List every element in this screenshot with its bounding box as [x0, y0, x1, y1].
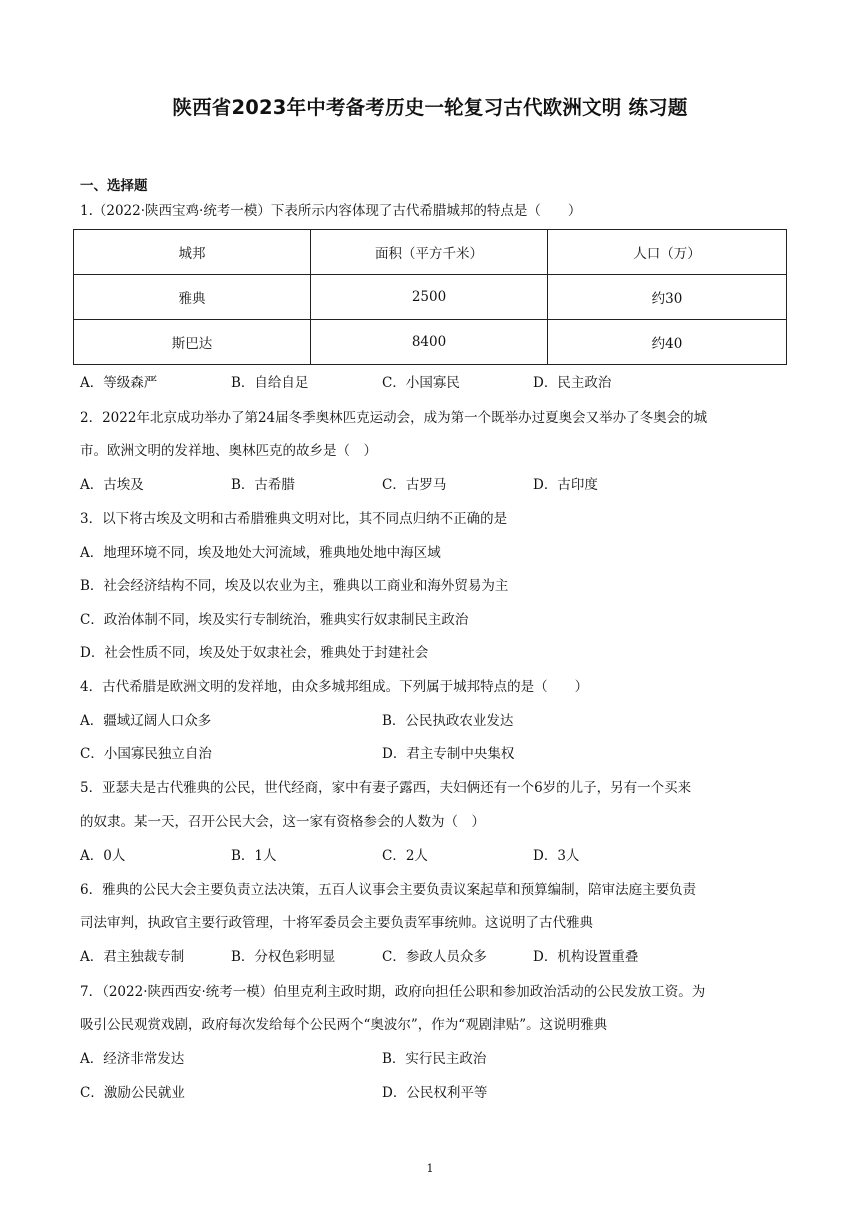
q5-stem-line1: 5．亚瑟夫是古代雅典的公民，世代经商，家中有妻子露西，夫妇俩还有一个6岁的儿子，另有一个买来 [80, 780, 692, 796]
q1-stem: 1.（2022·陕西宝鸡·统考一模）下表所示内容体现了古代希腊城邦的特点是（ ） [80, 203, 582, 219]
option-d: D．社会性质不同，埃及处于奴隶社会，雅典处于封建社会 [80, 645, 429, 661]
option-c: C．小国寡民独立自治 [80, 746, 212, 762]
table-header-cell: 城邦 [74, 230, 311, 275]
q2-stem-line1: 2．2022年北京成功举办了第24届冬季奥林匹克运动会，成为第一个既举办过夏奥会又举办了冬奥会的城 [80, 410, 708, 426]
table-header-row [74, 230, 787, 275]
option-b: B．1人 [231, 848, 277, 864]
page-title: 陕西省2023年中考备考历史一轮复习古代欧洲文明 练习题 [172, 96, 688, 119]
q5-options [80, 846, 780, 866]
q3-stem: 3．以下将古埃及文明和古希腊雅典文明对比，其不同点归纳不正确的是 [80, 511, 508, 527]
option-c: C．古罗马 [382, 477, 447, 493]
table-header-cell: 人口（万） [548, 230, 787, 275]
option-b: B．古希腊 [231, 477, 295, 493]
table-row [74, 320, 787, 365]
option-c: C．小国寡民 [382, 375, 460, 391]
section-heading: 一、选择题 [80, 178, 148, 194]
option-a: A．地理环境不同，埃及地处大河流域，雅典地处地中海区域 [80, 545, 441, 561]
city-state-table [73, 229, 787, 365]
q4-stem: 4．古代希腊是欧洲文明的发祥地，由众多城邦组成。下列属于城邦特点的是（ ） [80, 679, 589, 695]
option-d: D．3人 [533, 848, 580, 864]
option-d: D．古印度 [533, 477, 598, 493]
option-b: B．分权色彩明显 [231, 949, 336, 965]
option-a: A．等级森严 [80, 375, 158, 391]
table-cell: 8400 [311, 320, 548, 365]
table-row [74, 275, 787, 320]
option-a: A．古埃及 [80, 477, 144, 493]
q1-options [80, 373, 780, 393]
option-d: D．公民权利平等 [382, 1085, 488, 1101]
q2-options [80, 475, 780, 495]
option-d: D．机构设置重叠 [533, 949, 639, 965]
q4-options-row2 [80, 744, 780, 764]
table-cell: 约30 [548, 275, 787, 320]
q4-options-row1 [80, 711, 780, 731]
option-c: C．激励公民就业 [80, 1085, 185, 1101]
q6-stem-line1: 6．雅典的公民大会主要负责立法决策，五百人议事会主要负责议案起草和预算编制，陪审法庭主要负责 [80, 882, 697, 898]
option-b: B．社会经济结构不同，埃及以农业为主，雅典以工商业和海外贸易为主 [80, 578, 509, 594]
table-header-cell: 面积（平方千米） [311, 230, 548, 275]
q6-options [80, 947, 780, 967]
q6-stem-line2: 司法审判，执政官主要行政管理，十将军委员会主要负责军事统帅。这说明了古代雅典 [80, 915, 593, 931]
option-a: A．疆域辽阔人口众多 [80, 713, 212, 729]
page-number: 1 [426, 1162, 434, 1175]
option-a: A．0人 [80, 848, 126, 864]
option-a: A．君主独裁专制 [80, 949, 185, 965]
option-a: A．经济非常发达 [80, 1051, 185, 1067]
table-cell: 雅典 [74, 275, 311, 320]
q5-stem-line2: 的奴隶。某一天，召开公民大会，这一家有资格参会的人数为（ ） [80, 814, 485, 830]
q7-stem-line1: 7．（2022·陕西西安·统考一模）伯里克利主政时期，政府向担任公职和参加政治活动的公民发放工资。为 [80, 984, 706, 1000]
table-cell: 约40 [548, 320, 787, 365]
option-c: C．政治体制不同，埃及实行专制统治，雅典实行奴隶制民主政治 [80, 612, 469, 628]
option-c: C．参政人员众多 [382, 949, 487, 965]
q7-options-row2 [80, 1083, 780, 1103]
option-c: C．2人 [382, 848, 428, 864]
table-cell: 2500 [311, 275, 548, 320]
q2-stem-line2: 市。欧洲文明的发祥地、奥林匹克的故乡是（ ） [80, 443, 377, 459]
option-b: B．公民执政农业发达 [382, 713, 514, 729]
q7-stem-line2: 吸引公民观赏戏剧，政府每次发给每个公民两个“奥波尔”，作为“观剧津贴”。这说明雅典 [80, 1017, 608, 1033]
option-b: B．自给自足 [231, 375, 309, 391]
q7-options-row1 [80, 1049, 780, 1069]
option-d: D．民主政治 [533, 375, 612, 391]
table-cell: 斯巴达 [74, 320, 311, 365]
option-d: D．君主专制中央集权 [382, 746, 515, 762]
option-b: B．实行民主政治 [382, 1051, 487, 1067]
